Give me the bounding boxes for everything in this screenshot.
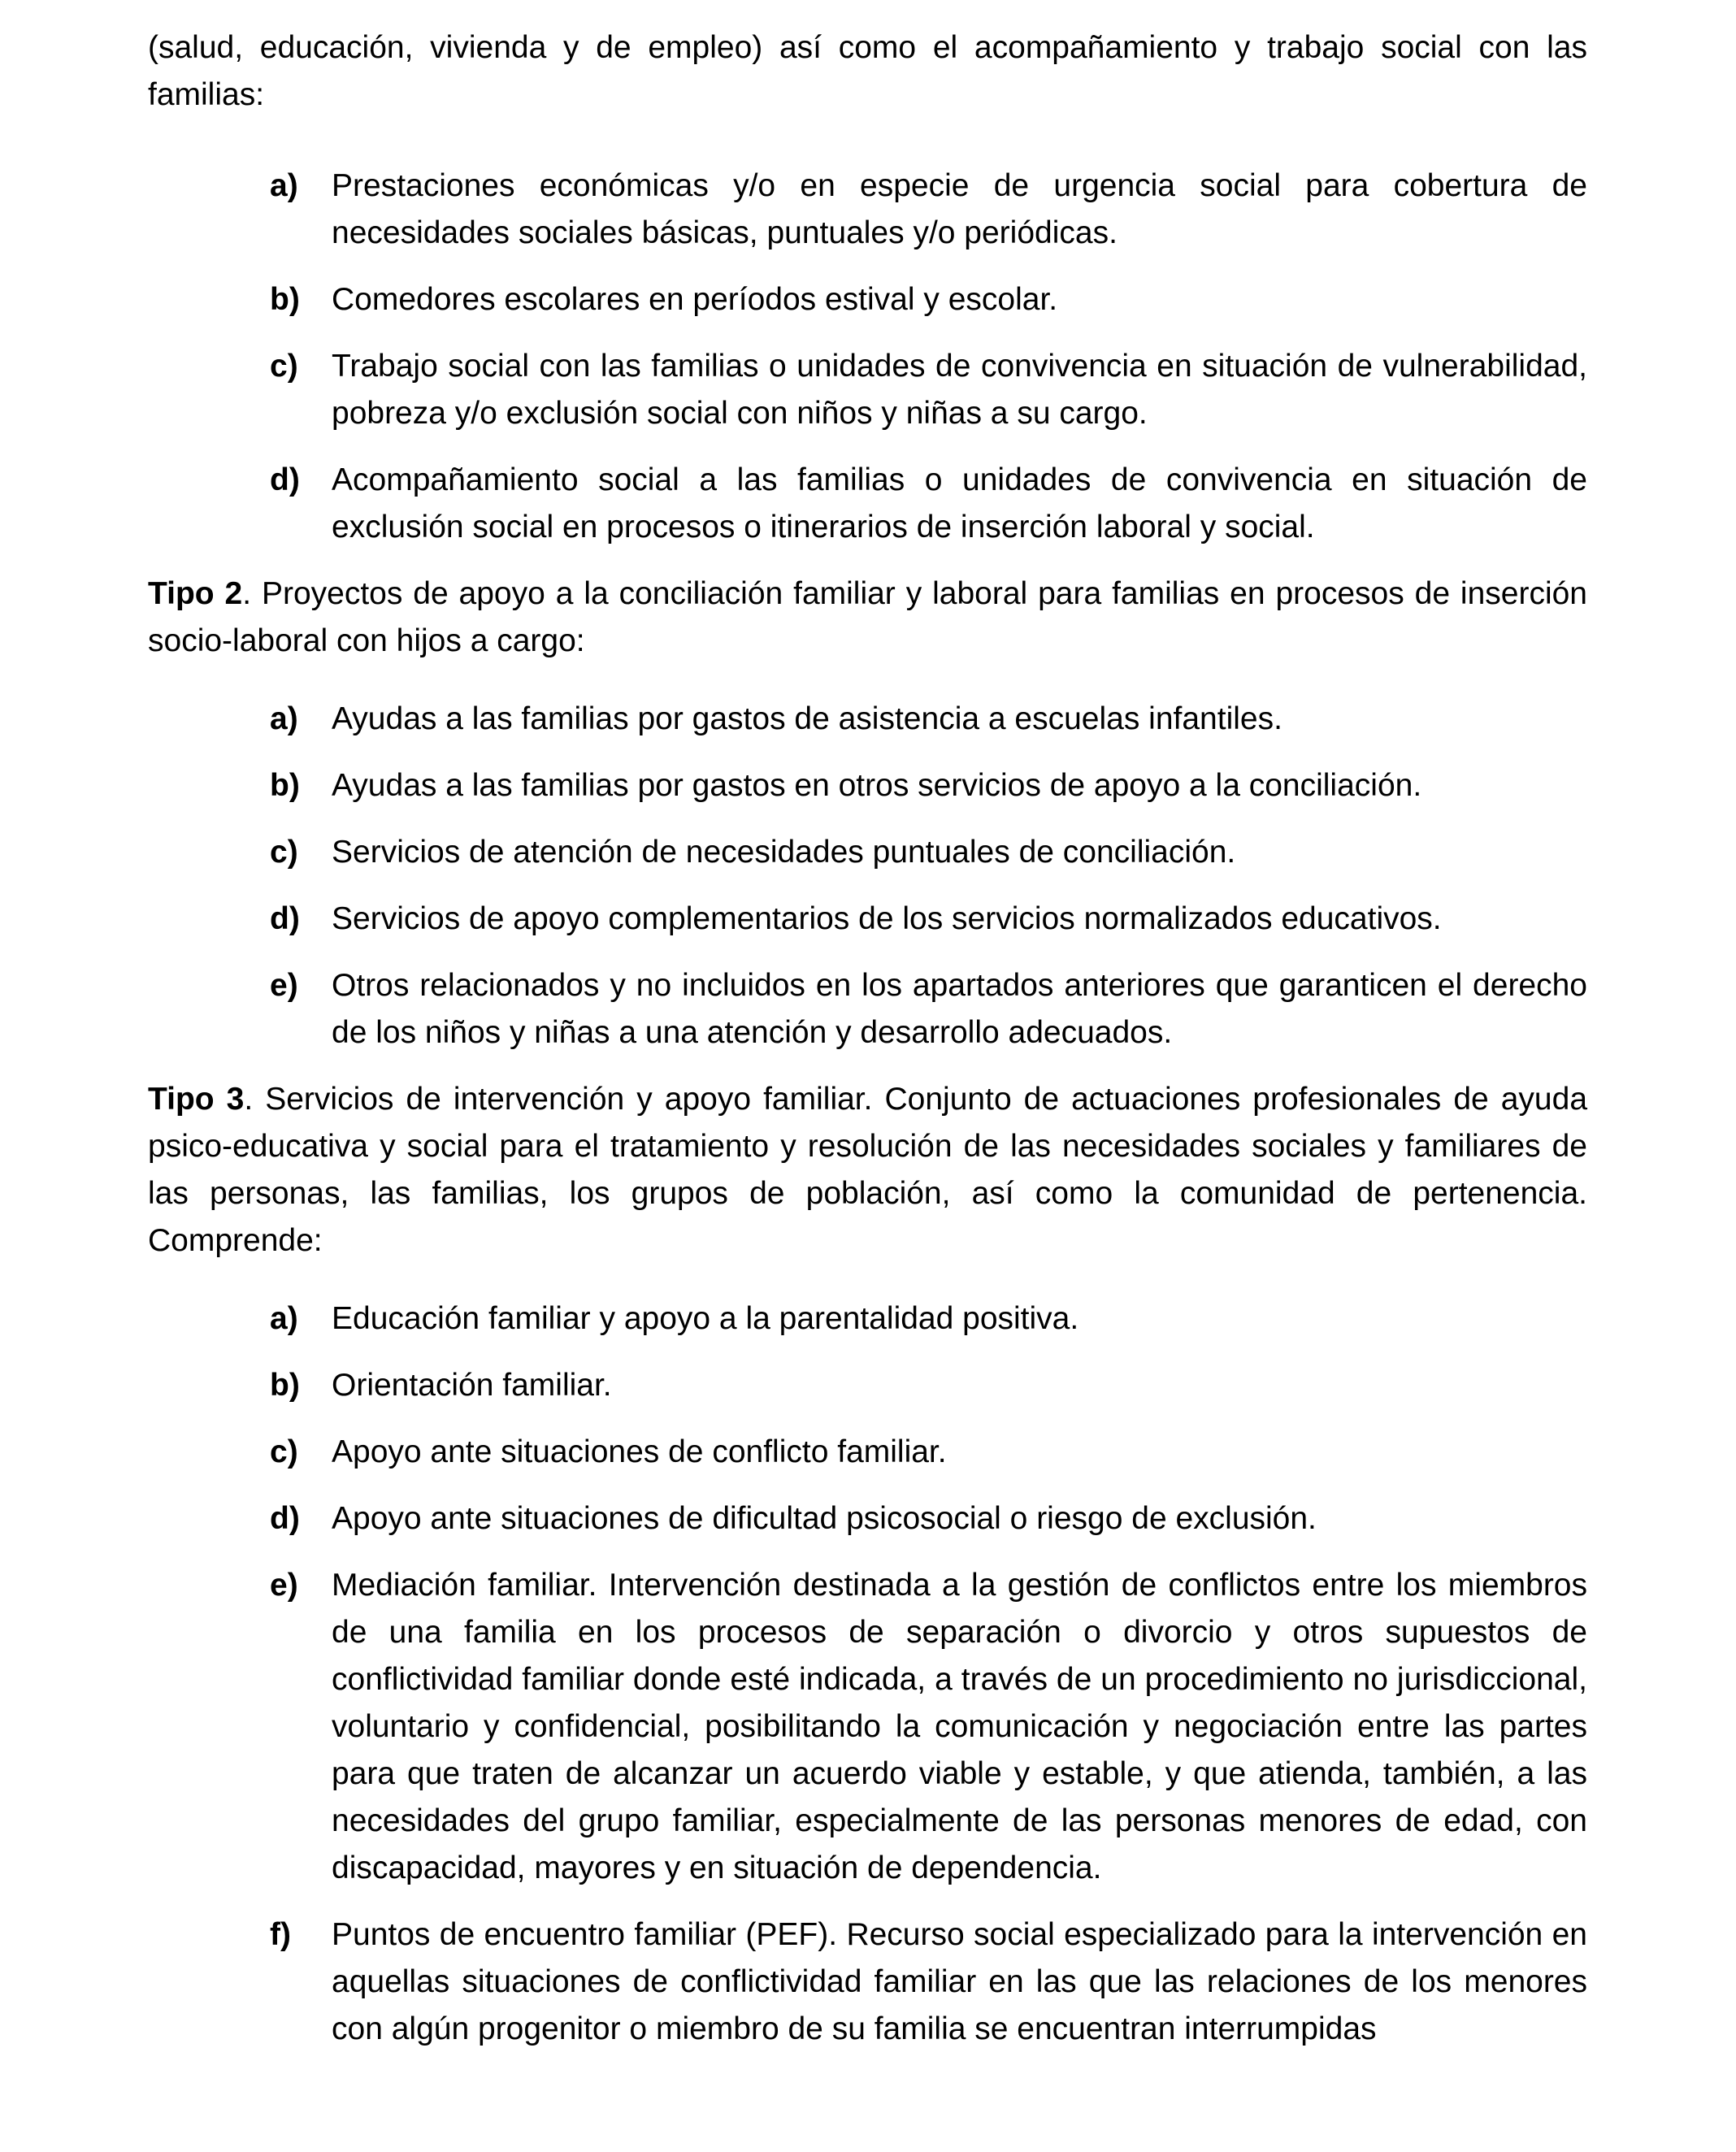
list-item-text: Orientación familiar. bbox=[332, 1368, 612, 1403]
list-marker: c) bbox=[270, 1434, 298, 1469]
list-item-tipo3-a bbox=[148, 1295, 1587, 1343]
list-marker: d) bbox=[270, 462, 300, 497]
list-marker: d) bbox=[270, 1501, 300, 1536]
list-marker: e) bbox=[270, 1568, 298, 1603]
list-marker: a) bbox=[270, 701, 298, 736]
tipo2-label: Tipo 2 bbox=[148, 576, 243, 611]
list-item-text: Trabajo social con las familias o unidades de convivencia en situación de vulnerabilidad, pobreza y/o exclusión social con niños y niñas a su cargo. bbox=[332, 349, 1587, 431]
list-item-text: Apoyo ante situaciones de dificultad psicosocial o riesgo de exclusión. bbox=[332, 1501, 1317, 1536]
list-item-text: Apoyo ante situaciones de conflicto familiar. bbox=[332, 1434, 947, 1469]
list-item-tipo3-c bbox=[148, 1429, 1587, 1476]
tipo2-text: . Proyectos de apoyo a la conciliación familiar y laboral para familias en procesos de inserción socio-laboral con hijos a cargo: bbox=[148, 576, 1587, 658]
list-marker: a) bbox=[270, 1301, 298, 1336]
list-item-tipo1-c bbox=[148, 343, 1587, 437]
tipo3-label: Tipo 3 bbox=[148, 1082, 245, 1117]
list-item-text: Educación familiar y apoyo a la parentalidad positiva. bbox=[332, 1301, 1079, 1336]
list-item-tipo1-a bbox=[148, 163, 1587, 257]
list-item-text: Otros relacionados y no incluidos en los apartados anteriores que garanticen el derecho de los niños y niñas a una atención y desarrollo adecuados. bbox=[332, 968, 1587, 1050]
list-item-tipo1-b bbox=[148, 276, 1587, 323]
list-item-tipo2-e bbox=[148, 962, 1587, 1056]
list-marker: f) bbox=[270, 1917, 291, 1952]
list-marker: b) bbox=[270, 282, 300, 317]
list-item-text: Servicios de atención de necesidades puntuales de conciliación. bbox=[332, 835, 1236, 870]
list-item-tipo3-b bbox=[148, 1362, 1587, 1409]
list-item-text: Mediación familiar. Intervención destinada a la gestión de conflictos entre los miembros de una familia en los procesos de separación o divorcio y otros supuestos de conflictividad familiar donde esté indicada, a través de un procedimiento no jurisdiccional, voluntario y confidencial, posibilitando la comunicación y negociación entre las partes para que traten de alcanzar un acuerdo viable y estable, y que atienda, también, a las necesidades del grupo familiar, especialmente de las personas menores de edad, con discapacidad, mayores y en situación de dependencia. bbox=[332, 1568, 1587, 1885]
paragraph-tipo2 bbox=[148, 571, 1587, 665]
list-item-text: Ayudas a las familias por gastos en otros servicios de apoyo a la conciliación. bbox=[332, 768, 1422, 803]
list-item-text: Servicios de apoyo complementarios de los servicios normalizados educativos. bbox=[332, 901, 1442, 936]
list-item-tipo3-e bbox=[148, 1562, 1587, 1892]
list-item-text: Puntos de encuentro familiar (PEF). Recurso social especializado para la intervención en aquellas situaciones de conflictividad familiar en las que las relaciones de los menores con algún progenitor o miembro de su familia se encuentran interrumpidas bbox=[332, 1917, 1587, 2046]
list-marker: b) bbox=[270, 768, 300, 803]
list-marker: c) bbox=[270, 835, 298, 870]
list-item-text: Acompañamiento social a las familias o unidades de convivencia en situación de exclusión social en procesos o itinerarios de inserción laboral y social. bbox=[332, 462, 1587, 545]
list-marker: a) bbox=[270, 168, 298, 203]
list-item-tipo2-d bbox=[148, 896, 1587, 943]
list-tipo2 bbox=[148, 696, 1587, 1056]
list-item-text: Prestaciones económicas y/o en especie de urgencia social para cobertura de necesidades sociales básicas, puntuales y/o periódicas. bbox=[332, 168, 1587, 250]
list-marker: c) bbox=[270, 349, 298, 384]
list-item-tipo1-d bbox=[148, 457, 1587, 551]
list-item-tipo2-a bbox=[148, 696, 1587, 743]
list-marker: e) bbox=[270, 968, 298, 1003]
list-tipo1 bbox=[148, 163, 1587, 551]
list-item-tipo2-c bbox=[148, 829, 1587, 876]
list-item-tipo2-b bbox=[148, 762, 1587, 809]
list-item-text: Ayudas a las familias por gastos de asistencia a escuelas infantiles. bbox=[332, 701, 1282, 736]
paragraph-tipo3 bbox=[148, 1076, 1587, 1265]
list-marker: d) bbox=[270, 901, 300, 936]
list-item-tipo3-f bbox=[148, 1911, 1587, 2053]
list-item-text: Comedores escolares en períodos estival y escolar. bbox=[332, 282, 1058, 317]
list-tipo3 bbox=[148, 1295, 1587, 2053]
list-item-tipo3-d bbox=[148, 1495, 1587, 1542]
tipo3-text: . Servicios de intervención y apoyo familiar. Conjunto de actuaciones profesionales de ayuda psico-educativa y social para el tratamiento y resolución de las necesidades sociales y familiares de las personas, las familias, los grupos de población, así como la comunidad de pertenencia. Comprende: bbox=[148, 1082, 1588, 1258]
list-marker: b) bbox=[270, 1368, 300, 1403]
document-body bbox=[148, 24, 1587, 2053]
paragraph-intro: (salud, educación, vivienda y de empleo) así como el acompañamiento y trabajo social con las familias: bbox=[148, 30, 1587, 112]
